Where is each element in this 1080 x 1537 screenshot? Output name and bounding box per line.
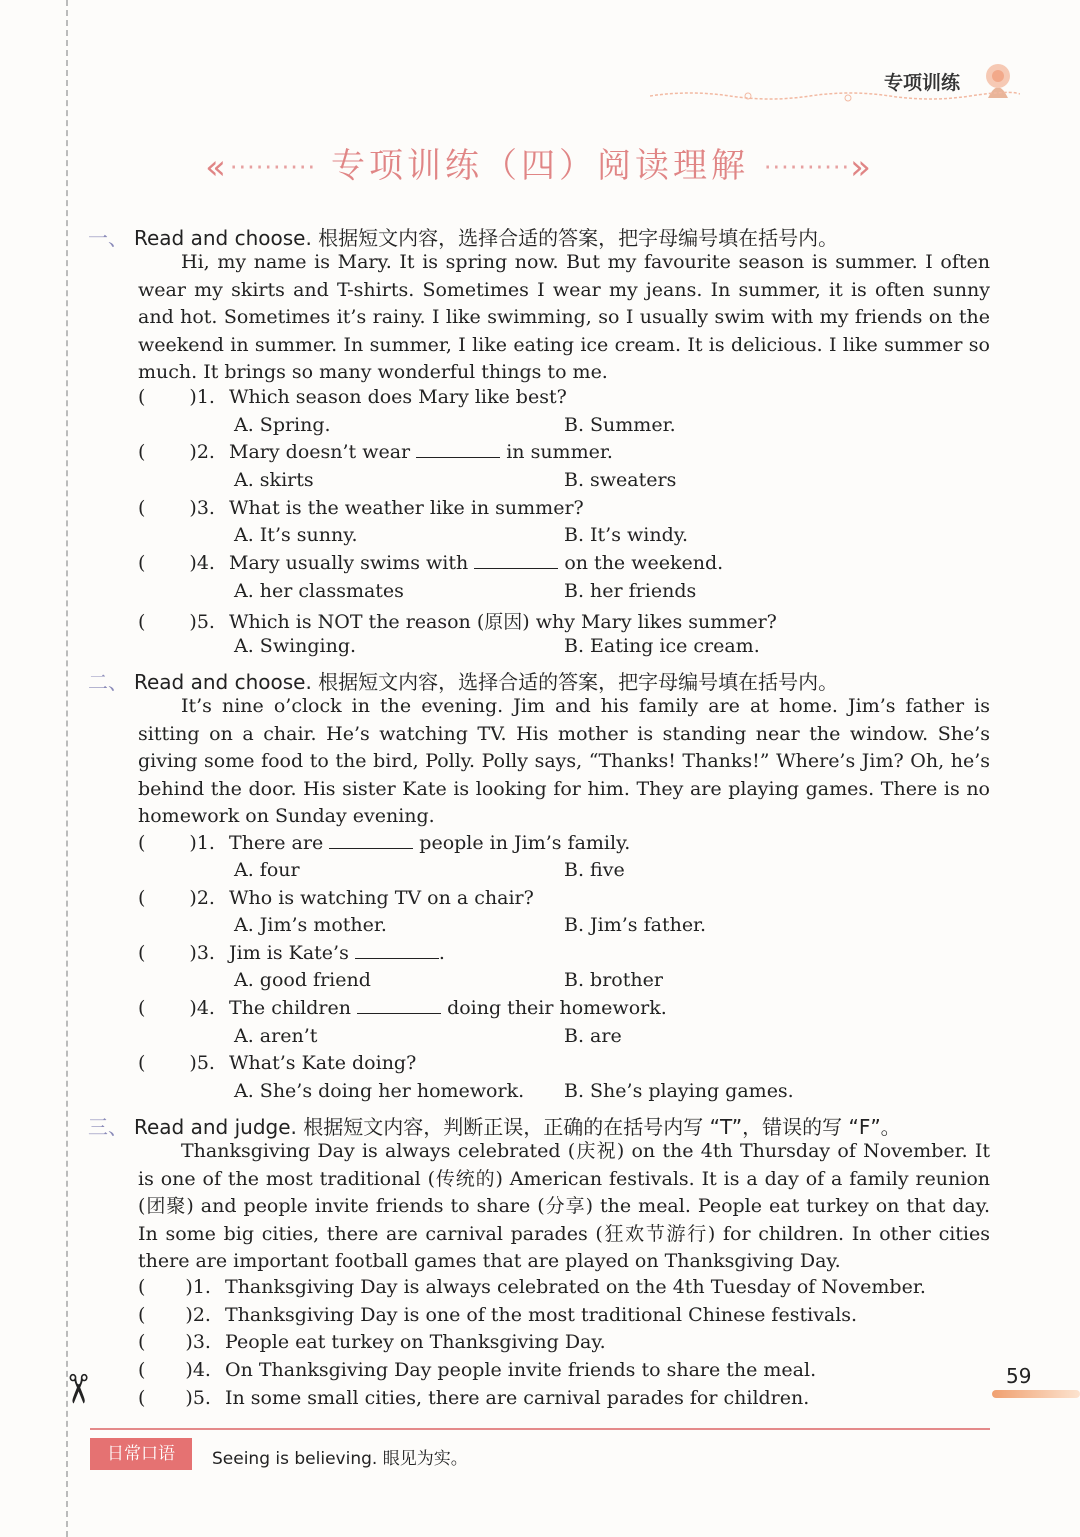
judge-row: ( )2. Thanksgiving Day is one of the most traditional Chinese festivals.: [138, 1304, 858, 1326]
scissors-icon: ✂: [53, 1372, 100, 1406]
question-row: ( )1. There are people in Jim’s family.: [138, 832, 631, 854]
option-b: B. her friends: [564, 580, 697, 602]
page-number: 59: [1006, 1364, 1032, 1388]
option-b: B. five: [564, 859, 625, 881]
judge-row: ( )3. People eat turkey on Thanksgiving Day.: [138, 1331, 606, 1353]
header-tag: 专项训练: [884, 72, 961, 94]
option-a: A. aren’t: [234, 1025, 318, 1047]
option-a: A. skirts: [234, 469, 314, 491]
right-double-arrow-icon: »: [850, 147, 875, 188]
section-heading: [88, 666, 838, 695]
section-number: 三、: [88, 1115, 128, 1139]
option-a: A. good friend: [234, 969, 371, 991]
page-title: [180, 138, 900, 188]
option-b: B. Eating ice cream.: [564, 635, 760, 657]
cut-line: [66, 0, 68, 1537]
title-text: 专项训练（四）阅读理解: [331, 146, 749, 186]
question-row: ( )2. Mary doesn’t wear in summer.: [138, 441, 613, 463]
daily-phrase-badge: 日常口语: [90, 1438, 192, 1470]
header-wave-decoration: [650, 86, 1020, 106]
daily-phrase-text: Seeing is believing. 眼见为实。: [212, 1449, 468, 1469]
question-row: ( )1. Which season does Mary like best?: [138, 386, 567, 408]
section-instruction: Read and judge. 根据短文内容，判断正误，正确的在括号内写 “T”，错误的写 “F”。: [134, 1115, 901, 1139]
section-instruction: Read and choose. 根据短文内容，选择合适的答案，把字母编号填在括号内。: [134, 226, 839, 250]
answer-blank[interactable]: [416, 441, 500, 458]
page-number-bar: [992, 1390, 1080, 1398]
question-row: ( )4. Mary usually swims with on the weekend.: [138, 552, 724, 574]
option-b: B. are: [564, 1025, 622, 1047]
option-a: A. Spring.: [234, 414, 331, 436]
title-dots-right: ··········: [763, 153, 851, 182]
answer-blank[interactable]: [357, 997, 441, 1014]
question-row: ( )3. Jim is Kate’s .: [138, 942, 445, 964]
footer-divider: [90, 1428, 990, 1430]
section-number: 一、: [88, 226, 128, 250]
answer-blank[interactable]: [355, 942, 439, 959]
question-row: ( )5. What’s Kate doing?: [138, 1052, 417, 1074]
section-heading: [88, 1111, 901, 1140]
option-b: B. brother: [564, 969, 663, 991]
option-a: A. her classmates: [234, 580, 404, 602]
judge-row: ( )5. In some small cities, there are carnival parades for children.: [138, 1387, 810, 1409]
judge-row: ( )1. Thanksgiving Day is always celebrated on the 4th Tuesday of November.: [138, 1276, 926, 1298]
option-a: A. It’s sunny.: [234, 524, 358, 546]
question-row: ( )2. Who is watching TV on a chair?: [138, 887, 534, 909]
question-row: ( )4. The children doing their homework.: [138, 997, 667, 1019]
question-row: ( )3. What is the weather like in summer?: [138, 497, 584, 519]
option-a: A. four: [234, 859, 300, 881]
section-heading: [88, 222, 838, 251]
option-b: B. It’s windy.: [564, 524, 689, 546]
option-b: B. She’s playing games.: [564, 1080, 794, 1102]
option-b: B. sweaters: [564, 469, 677, 491]
section-number: 二、: [88, 670, 128, 694]
reading-passage: It’s nine o’clock in the evening. Jim and his family are at home. Jim’s father is sitting on a chair. He’s watching TV. His mother is standing near the window. She’s giving some food to the bird, Polly. Polly says, “Thanks! Thanks!” Where’s Jim? Oh, he’s behind the door. His sister Kate is looking for him. They are playing games. There is no homework on Sunday evening.: [138, 695, 990, 827]
question-row: ( )5. Which is NOT the reason (原因) why Mary likes summer?: [138, 611, 777, 633]
option-b: B. Summer.: [564, 414, 676, 436]
option-b: B. Jim’s father.: [564, 914, 707, 936]
reading-passage: Hi, my name is Mary. It is spring now. But my favourite season is summer. I often wear my skirts and T-shirts. Sometimes I wear my jeans. In summer, it is often sunny and hot. Sometimes it’s rainy. I like swimming, so I usually swim with my friends on the weekend in summer. In summer, I like eating ice cream. It is delicious. I like summer so much. It brings so many wonderful things to me.: [138, 251, 990, 383]
option-a: A. Swinging.: [234, 635, 357, 657]
answer-blank[interactable]: [474, 552, 558, 569]
judge-row: ( )4. On Thanksgiving Day people invite friends to share the meal.: [138, 1359, 817, 1381]
left-double-arrow-icon: «: [205, 147, 230, 188]
option-a: A. She’s doing her homework.: [234, 1080, 525, 1102]
title-dots-left: ··········: [229, 153, 317, 182]
reading-passage: Thanksgiving Day is always celebrated (庆祝) on the 4th Thursday of November. It is one of the most traditional (传统的) American festivals. It is a day of a family reunion (团聚) and people invite friends to share (分享) the meal. People eat turkey on that day. In some big cities, there are carnival parades (狂欢节游行) for children. In other cities there are important football games that are played on Thanksgiving Day.: [138, 1140, 990, 1272]
option-a: A. Jim’s mother.: [234, 914, 387, 936]
answer-blank[interactable]: [329, 832, 413, 849]
section-instruction: Read and choose. 根据短文内容，选择合适的答案，把字母编号填在括号内。: [134, 670, 839, 694]
